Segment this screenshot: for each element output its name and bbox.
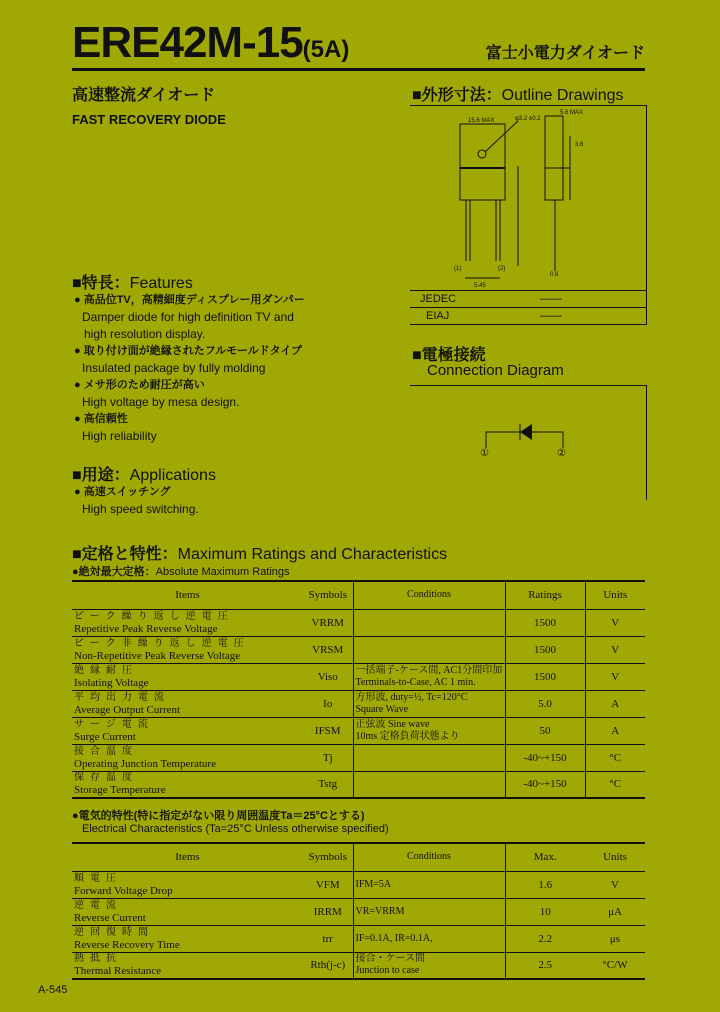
symbol-cell: Tstg	[303, 771, 353, 798]
table-row	[72, 690, 645, 717]
symbol-cell: VFM	[303, 871, 353, 898]
item-jp: 逆電流	[74, 899, 122, 911]
feature-en: High voltage by mesa design.	[82, 395, 240, 409]
jedec-value: ——	[540, 293, 562, 305]
jedec-label: JEDEC	[420, 293, 457, 305]
connection-heading-jp: ■電極接続	[412, 347, 486, 364]
abs-max-heading-en: Absolute Maximum Ratings	[155, 566, 290, 578]
item-en: Forward Voltage Drop	[74, 884, 173, 897]
features-list	[74, 292, 394, 445]
dim-depth: 5.6 MAX	[560, 110, 584, 116]
electrical-heading-jp: ●電気的特性(特に指定がない限り周囲温度Ta＝25°Cとする)	[72, 810, 365, 822]
item-jp: 接合温度	[74, 745, 138, 757]
item-jp: 平均出力電流	[74, 691, 170, 703]
table-row	[72, 717, 645, 744]
value-cell: 5.0	[505, 690, 585, 717]
col-ratings: Ratings	[505, 581, 585, 609]
symbol-cell: VRSM	[303, 636, 353, 663]
diode-symbol	[410, 386, 647, 501]
item-cell	[72, 636, 303, 663]
symbol-cell: VRRM	[303, 609, 353, 636]
item-en: Storage Temperature	[74, 784, 166, 797]
unit-cell: °C/W	[585, 952, 645, 979]
condition-line: 接合・ケース間	[355, 953, 425, 965]
unit-cell: V	[585, 636, 645, 663]
item-cell	[72, 744, 303, 771]
page-number: A-545	[38, 984, 68, 996]
outline-heading-en: Outline Drawings	[501, 87, 624, 104]
feature-en: Insulated package by fully molding	[82, 361, 266, 375]
item-en: Average Output Current	[74, 703, 181, 716]
pin-1-label: (1)	[454, 266, 462, 272]
applications-heading	[72, 462, 216, 485]
col-items: Items	[72, 581, 303, 609]
value-cell: 2.2	[505, 925, 585, 952]
feature-jp: ● 高品位TV，高精細度ディスプレー用ダンパー	[74, 294, 305, 306]
feature-jp-text: メサ形のため耐圧が高い	[83, 379, 205, 391]
value-cell: 50	[505, 717, 585, 744]
item-cell	[72, 871, 303, 898]
item-cell	[72, 771, 303, 798]
part-number: ERE42M-15	[72, 18, 303, 67]
table-row	[72, 925, 645, 952]
abs-max-heading	[72, 563, 290, 579]
condition-line: VR=VRRM	[355, 905, 405, 917]
item-cell	[72, 690, 303, 717]
item-en: Surge Current	[74, 730, 136, 743]
table-row	[72, 636, 645, 663]
condition-cell	[353, 771, 505, 798]
pin-1: ①	[480, 448, 489, 459]
item-en: Non-Repetitive Peak Reverse Voltage	[74, 649, 241, 662]
ratings-heading-en: Maximum Ratings and Characteristics	[177, 546, 448, 563]
condition-line: 正弦波 Sine wave	[355, 718, 430, 730]
feature-jp: ● 取り付け面が絶縁されたフルモールドタイプ	[74, 345, 303, 357]
condition-line: 10ms 定格負荷状態より	[355, 730, 460, 742]
item-en: Operating Junction Temperature	[74, 757, 216, 770]
table-row	[72, 663, 645, 690]
value-cell: 2.5	[505, 952, 585, 979]
symbol-cell: IFSM	[303, 717, 353, 744]
condition-cell	[353, 663, 505, 690]
symbol-cell: trr	[303, 925, 353, 952]
item-jp: 保存温度	[74, 772, 138, 784]
symbol-cell: Io	[303, 690, 353, 717]
value-cell: 1500	[505, 636, 585, 663]
condition-cell	[353, 717, 505, 744]
item-jp: 逆回復時間	[74, 926, 154, 938]
item-cell	[72, 925, 303, 952]
symbol-cell: Tj	[303, 744, 353, 771]
condition-line: 一括端子-ケース間, AC1分間印加	[355, 664, 503, 676]
item-cell	[72, 952, 303, 979]
feature-en: high resolution display.	[84, 327, 206, 341]
feature-jp-text: 取り付け面が絶縁されたフルモールドタイプ	[83, 345, 303, 357]
condition-cell	[353, 636, 505, 663]
item-jp: ピーク非繰り返し逆電圧	[74, 637, 250, 649]
dim-lead: 0.6	[550, 272, 559, 278]
item-cell	[72, 717, 303, 744]
feature-jp: ● 高信頼性	[74, 413, 128, 425]
table-row	[72, 898, 645, 925]
value-cell: 10	[505, 898, 585, 925]
connection-frame	[410, 385, 647, 500]
item-jp: 順電圧	[74, 872, 122, 884]
feature-en: Damper diode for high definition TV and	[82, 310, 294, 324]
unit-cell: A	[585, 690, 645, 717]
applications-list	[74, 484, 199, 518]
col-symbols: Symbols	[303, 843, 353, 871]
condition-cell	[353, 871, 505, 898]
condition-cell	[353, 690, 505, 717]
application-jp: ● 高速スイッチング	[74, 486, 171, 498]
col-units: Units	[585, 581, 645, 609]
condition-line: Square Wave	[355, 703, 409, 715]
item-jp: 熱抵抗	[74, 953, 122, 965]
current-rating: (5A)	[302, 36, 350, 63]
ratings-heading-jp: ■定格と特性：	[72, 546, 178, 563]
package-body	[460, 124, 505, 200]
value-cell: 1.6	[505, 871, 585, 898]
condition-cell	[353, 609, 505, 636]
value-cell: 1500	[505, 663, 585, 690]
category-jp: 富士小電力ダイオード	[485, 45, 645, 62]
applications-heading-jp: ■用途：	[72, 467, 130, 484]
unit-cell: V	[585, 871, 645, 898]
item-en: Thermal Resistance	[74, 965, 162, 978]
condition-line: 方形波, duty=½, Tc=120°C	[355, 691, 468, 703]
ratings-heading	[72, 541, 447, 564]
unit-cell: μA	[585, 898, 645, 925]
dim-hole: φ3.2 ±0.2	[515, 116, 541, 122]
col-items: Items	[72, 843, 303, 871]
condition-line: IFM=5A	[355, 878, 392, 890]
features-heading-jp: ■特長：	[72, 275, 130, 292]
item-en: Isolating Voltage	[74, 676, 149, 689]
col-conditions: Conditions	[353, 581, 505, 609]
item-jp: 絶縁耐圧	[74, 664, 138, 676]
pin-2: ②	[557, 448, 566, 459]
condition-cell	[353, 952, 505, 979]
feature-jp-text: 高信頼性	[83, 413, 128, 425]
feature-jp-text: 高品位TV，高精細度ディスプレー用ダンパー	[83, 294, 305, 306]
features-heading-en: Features	[129, 275, 193, 292]
application-jp-text: 高速スイッチング	[83, 486, 171, 498]
symbol-cell: Rth(j-c)	[303, 952, 353, 979]
electrical-heading-en: Electrical Characteristics (Ta=25°C Unless otherwise specified)	[82, 823, 389, 835]
connection-heading-en: Connection Diagram	[427, 362, 564, 379]
item-cell	[72, 898, 303, 925]
title-rule	[72, 68, 645, 71]
condition-cell	[353, 744, 505, 771]
applications-heading-en: Applications	[129, 467, 216, 484]
dim-width: 15.6 MAX	[468, 118, 495, 124]
col-conditions: Conditions	[353, 843, 505, 871]
unit-cell: V	[585, 609, 645, 636]
table-row	[72, 744, 645, 771]
type-en: FAST RECOVERY DIODE	[72, 112, 226, 127]
type-jp: 高速整流ダイオード	[72, 87, 216, 104]
item-en: Reverse Recovery Time	[74, 938, 180, 951]
table-row	[72, 952, 645, 979]
features-heading	[72, 270, 193, 293]
application-en: High speed switching.	[82, 502, 199, 516]
condition-cell	[353, 925, 505, 952]
unit-cell: V	[585, 663, 645, 690]
eiaj-label: EIAJ	[426, 310, 450, 322]
unit-cell: A	[585, 717, 645, 744]
outline-heading	[412, 82, 624, 105]
table-row	[72, 609, 645, 636]
feature-en: High reliability	[82, 429, 157, 443]
unit-cell: °C	[585, 744, 645, 771]
symbol-cell: IRRM	[303, 898, 353, 925]
condition-line: Terminals-to-Case, AC 1 min.	[355, 676, 476, 688]
dim-3-6: 3.6	[575, 142, 584, 148]
condition-cell	[353, 898, 505, 925]
col-symbols: Symbols	[303, 581, 353, 609]
condition-line: IF=0.1A, IR=0.1A,	[355, 932, 433, 944]
item-jp: サージ電流	[74, 718, 154, 730]
col-units: Units	[585, 843, 645, 871]
part-number-title	[72, 18, 349, 68]
electrical-table	[72, 842, 645, 980]
symbol-cell: Viso	[303, 663, 353, 690]
package-standards	[410, 290, 647, 325]
table-row	[72, 771, 645, 798]
abs-max-heading-jp: ●絶対最大定格：	[72, 566, 156, 578]
max-ratings-table	[72, 580, 645, 799]
value-cell: -40~+150	[505, 744, 585, 771]
col-max: Max.	[505, 843, 585, 871]
item-en: Reverse Current	[74, 911, 146, 924]
unit-cell: μs	[585, 925, 645, 952]
outline-heading-jp: ■外形寸法：	[412, 87, 502, 104]
condition-line: Junction to case	[355, 965, 420, 977]
value-cell: 1500	[505, 609, 585, 636]
item-cell	[72, 663, 303, 690]
value-cell: -40~+150	[505, 771, 585, 798]
pin-2-label: (2)	[498, 266, 506, 272]
eiaj-value: ——	[540, 310, 562, 322]
table-row	[72, 871, 645, 898]
item-en: Repetitive Peak Reverse Voltage	[74, 622, 218, 635]
item-cell	[72, 609, 303, 636]
dim-pitch: 5.45	[474, 283, 486, 289]
unit-cell: °C	[585, 771, 645, 798]
item-jp: ピーク繰り返し逆電圧	[74, 610, 234, 622]
feature-jp: ● メサ形のため耐圧が高い	[74, 379, 205, 391]
